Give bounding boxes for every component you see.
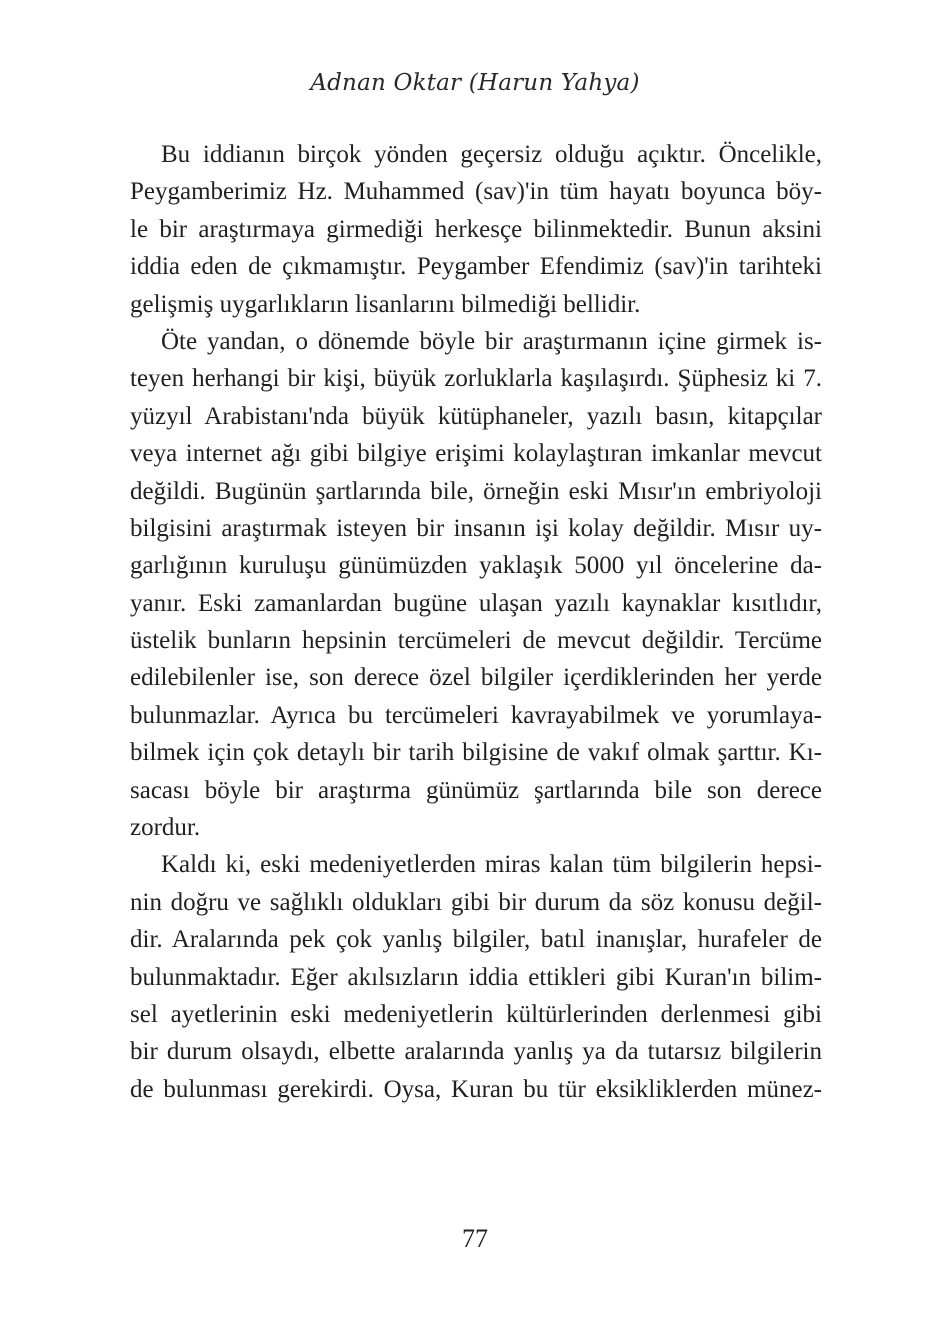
text-line: teyen herhangi bir kişi, büyük zorluklarla kaşılaşırdı. Şüphesiz ki 7. <box>130 365 822 393</box>
text-line: sacası böyle bir araştırma günümüz şartlarında bile son derece <box>130 776 822 804</box>
text-line: veya internet ağı gibi bilgiye erişimi kolaylaştıran imkanlar mevcut <box>130 440 822 468</box>
text-line: sel ayetlerinin eski medeniyetlerin kültürlerinden derlenmesi gibi <box>130 1000 822 1028</box>
text-line: zordur. <box>130 814 201 842</box>
running-header: Adnan Oktar (Harun Yahya) <box>310 70 640 96</box>
text-line: le bir araştırmaya girmediği herkesçe bilinmektedir. Bunun aksini <box>130 215 822 243</box>
text-line: dir. Aralarında pek çok yanlış bilgiler, batıl inanışlar, hurafeler de <box>130 926 822 954</box>
text-line: Bu iddianın birçok yönden geçersiz olduğu açıktır. Öncelikle, <box>161 141 822 168</box>
text-line: garlığının kuruluşu günümüzden yaklaşık 5000 yıl öncelerine da- <box>130 552 822 580</box>
text-line: üstelik bunların hepsinin tercümeleri de mevcut değildir. Tercüme <box>130 627 822 655</box>
text-line: de bulunması gerekirdi. Oysa, Kuran bu tür eksikliklerden münez- <box>130 1075 822 1103</box>
text-line: yanır. Eski zamanlardan bugüne ulaşan yazılı kaynaklar kısıtlıdır, <box>130 589 822 617</box>
page-number: 77 <box>462 1224 488 1253</box>
text-line: bulunmaktadır. Eğer akılsızların iddia ettikleri gibi Kuran'ın bilim- <box>130 963 822 991</box>
text-line: edilebilenler ise, son derece özel bilgiler içerdiklerinden her yerde <box>130 664 822 692</box>
text-line: bir durum olsaydı, elbette aralarında yanlış ya da tutarsız bilgilerin <box>130 1038 822 1066</box>
text-line: bulunmazlar. Ayrıca bu tercümeleri kavrayabilmek ve yorumlaya- <box>130 701 822 729</box>
text-line: nin doğru ve sağlıklı oldukları gibi bir durum da söz konusu değil- <box>130 888 822 916</box>
text-line: Peygamberimiz Hz. Muhammed (sav)'in tüm hayatı boyunca böy- <box>130 178 822 206</box>
text-line: Öte yandan, o dönemde böyle bir araştırmanın içine girmek is- <box>161 327 822 355</box>
body-text <box>130 136 822 1108</box>
text-line: bilmek için çok detaylı bir tarih bilgisine de vakıf olmak şarttır. Kı- <box>130 739 822 767</box>
text-line: bilgisini araştırmak isteyen bir insanın işi kolay değildir. Mısır uy- <box>130 514 822 542</box>
text-line: Kaldı ki, eski medeniyetlerden miras kalan tüm bilgilerin hepsi- <box>161 851 822 879</box>
text-line: yüzyıl Arabistanı'nda büyük kütüphaneler, yazılı basın, kitapçılar <box>130 402 822 430</box>
text-line: değildi. Bugünün şartlarında bile, örneğin eski Mısır'ın embriyoloji <box>130 477 822 505</box>
text-line: iddia eden de çıkmamıştır. Peygamber Efendimiz (sav)'in tarihteki <box>130 253 822 281</box>
text-line: gelişmiş uygarlıkların lisanlarını bilmediği bellidir. <box>130 290 641 318</box>
